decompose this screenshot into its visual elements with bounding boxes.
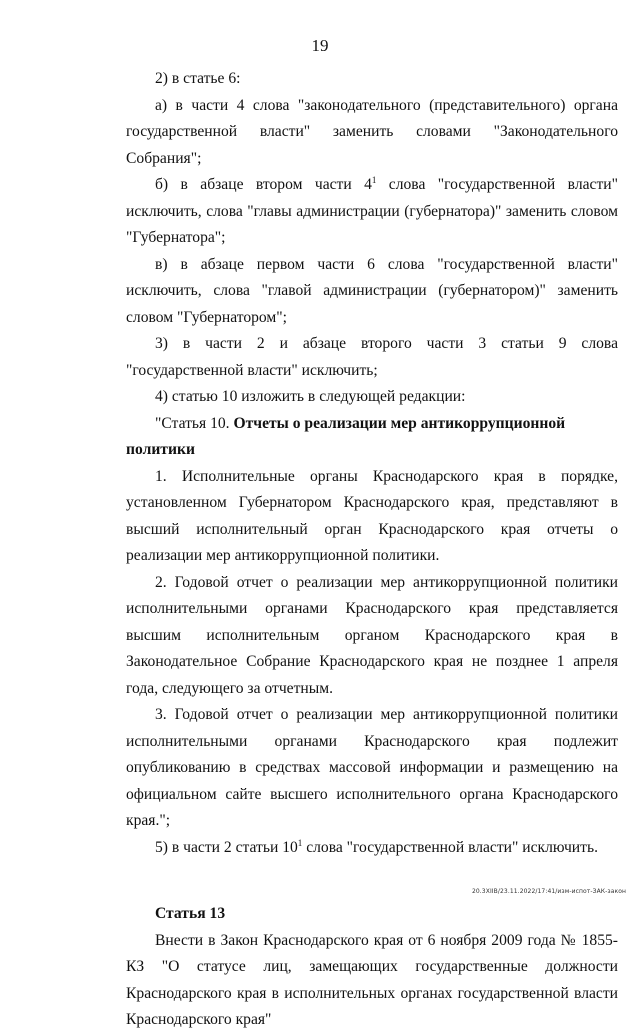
paragraph-text: б) в абзаце втором части 4 bbox=[155, 176, 372, 193]
footer-code: 20.3XIIB/23.11.2022/17:41/изм-испот-ЗАК-закон bbox=[471, 888, 626, 895]
superscript: 1 bbox=[371, 175, 377, 185]
section-heading: Статья 13 bbox=[155, 905, 226, 922]
paragraph: 4) статью 10 изложить в следующей редакции: bbox=[155, 388, 466, 405]
paragraph-text: слова "государственной власти" исключить, слова "главы администрации (губернатора)" заменить словом "Губернатора"; bbox=[126, 176, 618, 246]
paragraph: Внести в Закон Краснодарского края от 6 ноября 2009 года № 1855-КЗ "О статусе лиц, замещающих государственные должности Краснодарского края в исполнительных органах государственной власти Краснодарского края" bbox=[126, 931, 618, 1028]
article-title-bold: Отчеты о реализации мер антикоррупционной политики bbox=[126, 414, 566, 458]
paragraph: 2) в статье 6: bbox=[155, 70, 241, 87]
article-title bbox=[126, 411, 618, 464]
paragraph: в) в абзаце первом части 6 слова "государственной власти" исключить, слова "главой администрации (губернатором)" заменить словом "Губернатором"; bbox=[126, 255, 618, 326]
paragraph-text: слова "государственной власти" исключить. bbox=[302, 838, 598, 856]
spacer bbox=[126, 861, 618, 901]
paragraph: 3. Годовой отчет о реализации мер антикоррупционной политики исполнительными органами Краснодарского края подлежит опубликованию в средствах массовой информации и размещению на официальном сайте высшего исполнительного органа Краснодарского края."; bbox=[126, 706, 618, 829]
paragraph-text: 5) в части 2 статьи 10 bbox=[155, 838, 298, 856]
paragraph: 3) в части 2 и абзаце второго части 3 статьи 9 слова "государственной власти" исключить; bbox=[126, 335, 618, 379]
page-number: 19 bbox=[311, 36, 329, 55]
article-title-prefix: "Статья 10. bbox=[155, 414, 234, 432]
paragraph: а) в части 4 слова "законодательного (представительного) органа государственной власти" заменить словами "Законодательного Собрания"; bbox=[126, 96, 618, 167]
paragraph bbox=[126, 172, 618, 252]
superscript: 1 bbox=[297, 837, 303, 848]
paragraph bbox=[126, 835, 618, 862]
paragraph: 2. Годовой отчет о реализации мер антикоррупционной политики исполнительными органами Краснодарского края представляется высшим исполнительным органом Краснодарского края в Законодательное Собрание Краснодарского края не позднее 1 апреля года, следующего за отчетным. bbox=[126, 573, 618, 697]
paragraph: 1. Исполнительные органы Краснодарского края в порядке, установленном Губернатором Краснодарского края, представляют в высший исполнительный орган Краснодарского края отчеты о реализации мер антикоррупционной политики. bbox=[126, 467, 618, 564]
